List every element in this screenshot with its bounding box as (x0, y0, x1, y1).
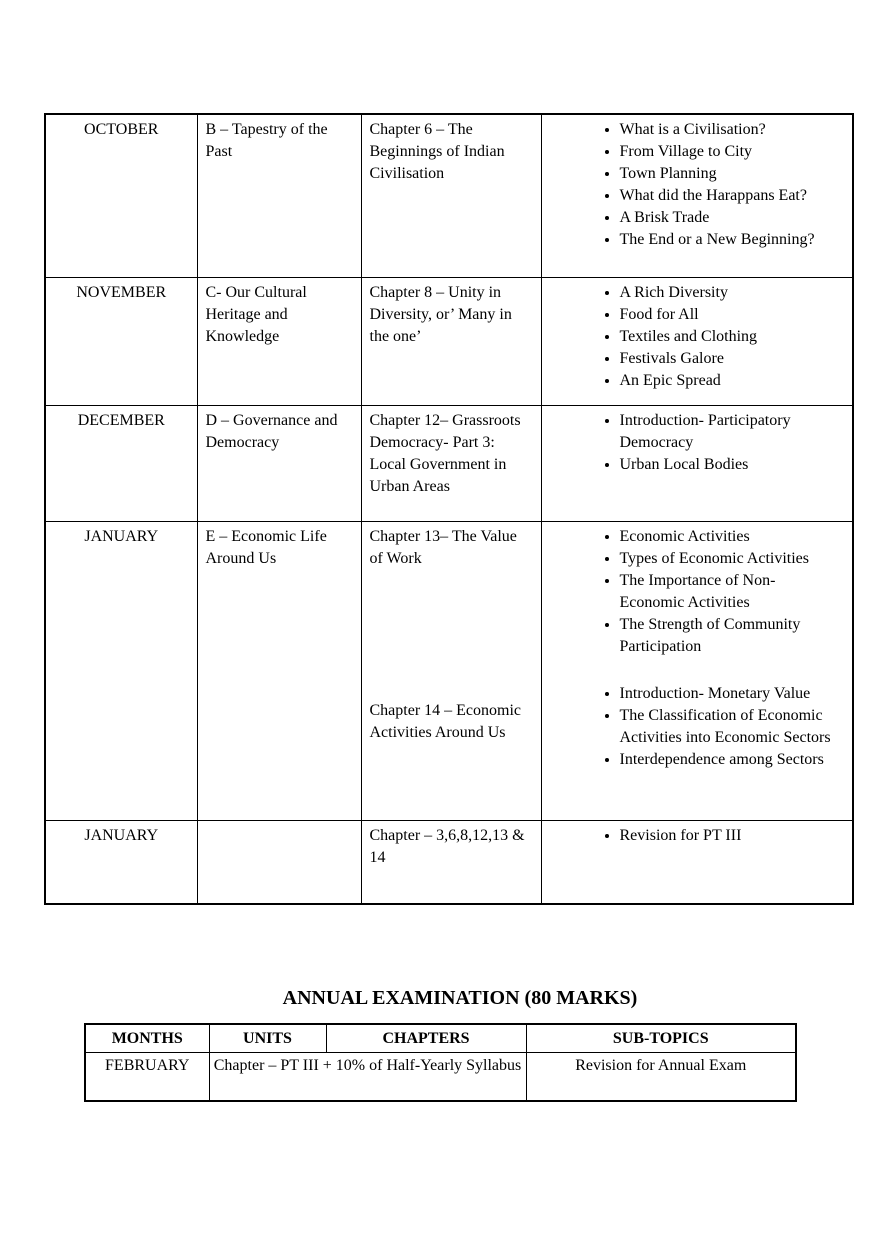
subtopics-cell (541, 277, 853, 405)
subtopic-item: • What did the Harappans Eat? (620, 185, 835, 207)
subtopic-group (550, 526, 845, 658)
chapter-text: Chapter 13– The Value of Work (369, 527, 517, 567)
subtopic-item: • What is a Civilisation? (620, 119, 835, 141)
unit-cell: C- Our Cultural Heritage and Knowledge (197, 277, 361, 405)
subtopics-cell (541, 521, 853, 820)
subtopic-item: • Textiles and Clothing (620, 326, 835, 348)
chapters-cell (361, 277, 541, 405)
unit-cell: D – Governance and Democracy (197, 405, 361, 521)
col-header-chapters: CHAPTERS (326, 1024, 526, 1053)
subtopic-item: • From Village to City (620, 141, 835, 163)
annual-exam-table (84, 1023, 797, 1102)
chapter-text: Chapter – 3,6,8,12,13 & 14 (369, 826, 525, 866)
subtopic-item: • The Importance of Non-Economic Activities (620, 570, 835, 614)
subtopic-item: • Types of Economic Activities (620, 548, 835, 570)
annual-exam-row (85, 1053, 796, 1102)
subtopic-group (550, 119, 845, 251)
table-row (45, 521, 853, 820)
subtopics-cell (541, 405, 853, 521)
annual-exam-header-row (85, 1024, 796, 1053)
table-row (45, 114, 853, 277)
annual-chapters-cell: Chapter – PT III + 10% of Half-Yearly Syllabus (209, 1053, 526, 1102)
chapter-text: Chapter 12– Grassroots Democracy- Part 3: Local Government in Urban Areas (369, 411, 521, 495)
col-header-months: MONTHS (85, 1024, 209, 1053)
chapter-text: Chapter 14 – Economic Activities Around Us (369, 701, 522, 741)
table-row (45, 277, 853, 405)
subtopic-group (550, 410, 845, 476)
subtopic-group (550, 282, 845, 392)
annual-exam-heading: ANNUAL EXAMINATION (80 MARKS) (282, 987, 638, 1009)
subtopic-item: • An Epic Spread (620, 370, 835, 392)
chapter-text: Chapter 8 – Unity in Diversity, or’ Many in the one’ (369, 283, 512, 345)
chapters-cell (361, 405, 541, 521)
subtopic-item: • Interdependence among Sectors (620, 749, 835, 771)
subtopic-item: • Economic Activities (620, 526, 835, 548)
month-cell: NOVEMBER (45, 277, 197, 405)
subtopic-item: • A Rich Diversity (620, 282, 835, 304)
subtopic-item: • Revision for PT III (620, 825, 835, 847)
subtopic-item: • Urban Local Bodies (620, 454, 835, 476)
subtopic-item: • The Strength of Community Participation (620, 614, 835, 658)
subtopic-item: • Introduction- Participatory Democracy (620, 410, 835, 454)
subtopic-item: • The Classification of Economic Activities into Economic Sectors (620, 705, 835, 749)
subtopic-item: • The End or a New Beginning? (620, 229, 835, 251)
subtopic-item: • Introduction- Monetary Value (620, 683, 835, 705)
subtopic-item: • Festivals Galore (620, 348, 835, 370)
col-header-subtopics: SUB-TOPICS (526, 1024, 796, 1053)
chapter-text: Chapter 6 – The Beginnings of Indian Civilisation (369, 121, 505, 182)
annual-subtopics-cell: Revision for Annual Exam (526, 1053, 796, 1102)
annual-month-cell: FEBRUARY (85, 1053, 209, 1102)
table-row (45, 405, 853, 521)
subtopic-item: • A Brisk Trade (620, 207, 835, 229)
chapters-cell (361, 521, 541, 820)
month-cell: JANUARY (45, 521, 197, 820)
col-header-units: UNITS (209, 1024, 326, 1053)
unit-cell: E – Economic Life Around Us (197, 521, 361, 820)
subtopic-group (550, 825, 845, 847)
subtopic-item: • Town Planning (620, 163, 835, 185)
syllabus-table (44, 113, 854, 905)
chapters-cell (361, 820, 541, 904)
subtopic-item: • Food for All (620, 304, 835, 326)
syllabus-table-body (45, 114, 853, 904)
table-row (45, 820, 853, 904)
unit-cell (197, 820, 361, 904)
month-cell: DECEMBER (45, 405, 197, 521)
month-cell: OCTOBER (45, 114, 197, 277)
chapters-cell (361, 114, 541, 277)
month-cell: JANUARY (45, 820, 197, 904)
subtopics-cell (541, 114, 853, 277)
unit-cell: B – Tapestry of the Past (197, 114, 361, 277)
subtopics-cell (541, 820, 853, 904)
subtopic-group (550, 683, 845, 771)
